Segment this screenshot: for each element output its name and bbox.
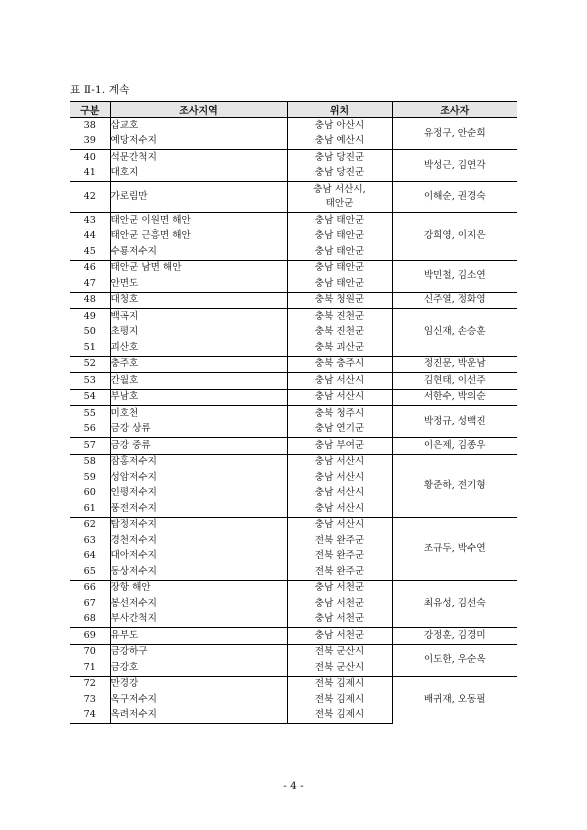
cell-no: 48 [70, 292, 110, 309]
cell-investigator: 신주열, 정화영 [392, 292, 517, 309]
cell-no: 70 [70, 644, 110, 660]
cell-location: 충남 서산시 [287, 501, 392, 517]
cell-area: 성암저수지 [110, 470, 287, 486]
cell-investigator: 박정규, 성백진 [392, 406, 517, 438]
cell-area: 탑정저수지 [110, 517, 287, 533]
cell-no: 68 [83, 613, 96, 625]
cell-location: 충남 서천군 [287, 596, 392, 612]
table-row [70, 182, 517, 213]
cell-no: 61 [83, 502, 96, 514]
table-row [70, 389, 517, 406]
cell-location: 충남 서산시 [287, 470, 392, 486]
cell-area: 수룡저수지 [110, 244, 287, 260]
cell-no: 73 [83, 693, 96, 705]
cell-no: 52 [70, 356, 110, 373]
cell-investigator: 유정구, 안순희 [392, 118, 517, 150]
page-number: - 4 - [283, 780, 304, 792]
cell-location: 충남 태안군 [287, 244, 392, 260]
table-row [70, 628, 517, 645]
cell-location: 충남 서산시 [287, 373, 392, 390]
cell-no: 42 [70, 182, 110, 213]
cell-no: 54 [70, 389, 110, 406]
cell-investigator: 이도한, 우순옥 [392, 644, 517, 676]
cell-area: 괴산호 [110, 340, 287, 356]
cell-no: 74 [70, 708, 110, 724]
header-investigator: 조사자 [392, 102, 517, 118]
cell-location: 전북 완주군 [287, 533, 392, 549]
table-row [70, 260, 517, 276]
table-row [70, 150, 517, 166]
cell-location: 충남 연기군 [287, 422, 392, 438]
survey-sites-table [70, 101, 517, 724]
cell-no: 72 [70, 676, 110, 692]
cell-no: 47 [83, 277, 96, 289]
cell-no: 43 [70, 213, 110, 229]
cell-area: 백곡지 [110, 309, 287, 325]
cell-area: 봉선저수지 [110, 596, 287, 612]
cell-location: 충남 서산시 [287, 517, 392, 533]
cell-area: 동상저수지 [110, 564, 287, 580]
cell-investigator: 강정훈, 김경미 [392, 628, 517, 645]
cell-location: 충남 예산시 [287, 134, 392, 150]
cell-investigator: 박민철, 김소연 [392, 260, 517, 292]
cell-investigator: 황준하, 전기형 [392, 454, 517, 517]
cell-area: 안면도 [110, 276, 287, 292]
cell-area: 유부도 [110, 628, 287, 645]
cell-area: 경천저수지 [110, 533, 287, 549]
cell-location: 전북 완주군 [287, 549, 392, 565]
table-row [70, 438, 517, 455]
location-line-2: 태안군 [325, 198, 354, 209]
header-location: 위치 [287, 102, 392, 118]
cell-area: 태안군 이원면 해안 [110, 213, 287, 229]
cell-area: 가로림만 [110, 182, 287, 213]
cell-location: 충남 부여군 [287, 438, 392, 455]
table-body [70, 118, 517, 724]
cell-no: 66 [70, 580, 110, 596]
cell-location: 충북 충주시 [287, 356, 392, 373]
table-row [70, 356, 517, 373]
cell-area: 석문간척지 [110, 150, 287, 166]
cell-no: 53 [70, 373, 110, 390]
cell-location: 전북 김제시 [287, 676, 392, 692]
cell-no: 67 [83, 597, 96, 609]
cell-no: 41 [83, 167, 96, 179]
cell-area: 태안군 남면 해안 [110, 260, 287, 276]
cell-no: 64 [83, 550, 96, 562]
cell-no: 65 [83, 565, 96, 577]
cell-area: 부남호 [110, 389, 287, 406]
cell-location: 충남 태안군 [287, 229, 392, 245]
cell-no: 50 [83, 326, 96, 338]
table-header-row [70, 102, 517, 118]
cell-no: 49 [70, 309, 110, 325]
cell-no: 63 [83, 534, 96, 546]
cell-location: 충남 서산시 [287, 486, 392, 502]
cell-investigator: 강희영, 이지은 [392, 213, 517, 261]
cell-location: 충남 태안군 [287, 260, 392, 276]
cell-no: 51 [83, 341, 96, 353]
cell-area: 옥려저수지 [110, 708, 287, 724]
cell-area: 장항 해안 [110, 580, 287, 596]
cell-area: 초평지 [110, 325, 287, 341]
cell-location: 충남 서천군 [287, 580, 392, 596]
cell-no: 57 [70, 438, 110, 455]
table-row [70, 213, 517, 229]
cell-area: 금강 상류 [110, 422, 287, 438]
cell-area: 금강하구 [110, 644, 287, 660]
cell-area: 대호지 [110, 166, 287, 182]
cell-location: 충남 당진군 [287, 150, 392, 166]
cell-location [287, 182, 392, 213]
cell-area: 만경강 [110, 676, 287, 692]
cell-location: 충북 청원군 [287, 292, 392, 309]
location-line-1: 충남 서산시, [313, 184, 366, 195]
cell-investigator: 이은제, 김종우 [392, 438, 517, 455]
cell-investigator: 이해순, 권경숙 [392, 182, 517, 213]
cell-location: 전북 김제시 [287, 708, 392, 724]
table-row [70, 309, 517, 325]
cell-no: 58 [70, 454, 110, 470]
table-row [70, 580, 517, 596]
table-row [70, 676, 517, 692]
table-row [70, 644, 517, 660]
cell-area: 인평저수지 [110, 486, 287, 502]
table-row [70, 118, 517, 134]
cell-location: 전북 완주군 [287, 564, 392, 580]
cell-location: 충남 태안군 [287, 276, 392, 292]
table-row [70, 406, 517, 422]
cell-location: 충남 서산시 [287, 454, 392, 470]
cell-area: 미호천 [110, 406, 287, 422]
cell-area: 잠홍저수지 [110, 454, 287, 470]
cell-no: 60 [83, 487, 96, 499]
cell-investigator: 김현태, 이선주 [392, 373, 517, 390]
cell-no: 38 [70, 118, 110, 134]
cell-investigator: 정진문, 박운남 [392, 356, 517, 373]
cell-location: 전북 군산시 [287, 660, 392, 676]
cell-no: 40 [70, 150, 110, 166]
cell-no: 56 [83, 423, 96, 435]
cell-location: 충북 청주시 [287, 406, 392, 422]
cell-investigator: 임신재, 손승훈 [392, 309, 517, 357]
cell-investigator: 배귀재, 오동필 [392, 676, 517, 724]
cell-location: 전북 군산시 [287, 644, 392, 660]
cell-investigator: 서한수, 박의순 [392, 389, 517, 406]
cell-location: 충남 당진군 [287, 166, 392, 182]
cell-location: 충북 진천군 [287, 309, 392, 325]
header-area: 조사지역 [110, 102, 287, 118]
cell-location: 충남 서천군 [287, 628, 392, 645]
table-caption: 표 Ⅱ-1. 계속 [70, 84, 130, 96]
table-row [70, 517, 517, 533]
cell-no: 69 [70, 628, 110, 645]
cell-no: 46 [70, 260, 110, 276]
cell-location: 충북 괴산군 [287, 340, 392, 356]
cell-area: 간월호 [110, 373, 287, 390]
cell-location: 충북 진천군 [287, 325, 392, 341]
cell-investigator: 최유성, 김선숙 [392, 580, 517, 628]
cell-area: 태안군 근흥면 해안 [110, 229, 287, 245]
cell-no: 39 [83, 135, 96, 147]
cell-area: 금강호 [110, 660, 287, 676]
cell-no: 55 [70, 406, 110, 422]
cell-area: 대청호 [110, 292, 287, 309]
cell-location: 충남 서산시 [287, 389, 392, 406]
cell-area: 부사간척지 [110, 612, 287, 628]
cell-no: 45 [83, 245, 96, 257]
table-row [70, 292, 517, 309]
cell-area: 옥구저수지 [110, 692, 287, 708]
cell-location: 충남 아산시 [287, 118, 392, 134]
table-row [70, 454, 517, 470]
table-row [70, 373, 517, 390]
cell-location: 충남 서천군 [287, 612, 392, 628]
cell-investigator: 조규두, 박수연 [392, 517, 517, 580]
cell-area: 풍전저수지 [110, 501, 287, 517]
cell-area: 삽교호 [110, 118, 287, 134]
cell-area: 대아저수지 [110, 549, 287, 565]
cell-no: 62 [70, 517, 110, 533]
cell-investigator: 박성근, 김연각 [392, 150, 517, 182]
cell-no: 59 [83, 471, 96, 483]
cell-no: 71 [83, 661, 96, 673]
header-no: 구분 [70, 102, 110, 118]
cell-location: 전북 김제시 [287, 692, 392, 708]
cell-area: 충주호 [110, 356, 287, 373]
cell-area: 예당저수지 [110, 134, 287, 150]
cell-area: 금강 중류 [110, 438, 287, 455]
cell-location: 충남 태안군 [287, 213, 392, 229]
cell-no: 44 [83, 230, 96, 242]
